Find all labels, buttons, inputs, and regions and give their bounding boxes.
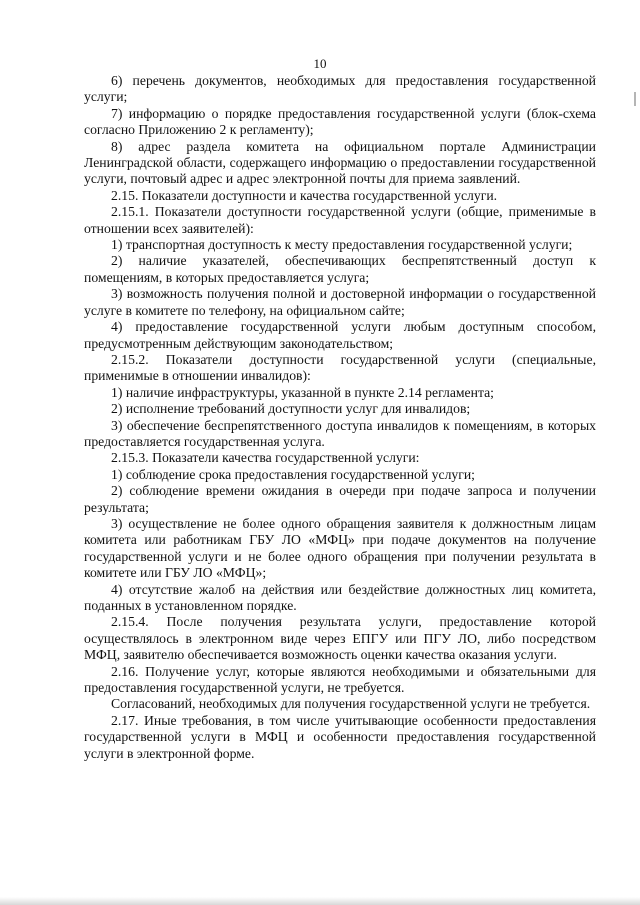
paragraph-list-item: 1) транспортная доступность к месту предоставления государственной услуги; [111,237,573,253]
paragraph-list-item: 2) наличие указателей, обеспечивающих беспрепятственный доступ к помещениям, в которых предоставляется услуга; [84,253,596,285]
scan-edge [0,897,640,905]
paragraph-list-item: 1) соблюдение срока предоставления государственной услуги; [111,466,475,482]
subsection-heading: 2.15.2. Показатели доступности государственной услуги (специальные, применимые в отношении инвалидов): [84,351,596,384]
subsection-heading: 2.15.3. Показатели качества государственной услуги: [111,450,420,466]
subsection-paragraph: 2.15.4. После получения результата услуги, предоставление которой осуществлялось в электронном виде через ЕПГУ или ПГУ ЛО, либо посредством МФЦ, заявителю обеспечивается возможность оценки качества оказания услуги. [84,614,596,663]
body-paragraph: Согласований, необходимых для получения государственной услуги не требуется. [111,696,591,712]
paragraph-list-item: 2) соблюдение времени ожидания в очереди при подаче запроса и получении результата; [84,483,596,515]
paragraph-list-item: 3) возможность получения полной и достоверной информации о государственной услуге в комитете по телефону, на официальном сайте; [84,286,596,318]
paragraph-list-item: 6) перечень документов, необходимых для предоставления государственной услуги; [84,73,596,105]
document-body [84,73,596,762]
section-paragraph: 2.16. Получение услуг, которые являются необходимыми и обязательными для предоставления государственной услуги, не требуется. [84,663,596,696]
paragraph-list-item: 2) исполнение требований доступности услуг для инвалидов; [111,401,471,417]
paragraph-list-item: 4) отсутствие жалоб на действия или бездействие должностных лиц комитета, поданных в установленном порядке. [84,581,596,613]
paragraph-list-item: 3) осуществление не более одного обращения заявителя к должностным лицам комитета или работникам ГБУ ЛО «МФЦ» при подаче документов на получение государственной услуги и не более одного обращения при получении результата в комитете или ГБУ ЛО «МФЦ»; [84,515,596,581]
page-number: 10 [313,56,327,71]
subsection-heading: 2.15.1. Показатели доступности государственной услуги (общие, применимые в отношении всех заявителей): [84,204,596,236]
scan-artifact [634,92,636,106]
section-heading: 2.15. Показатели доступности и качества государственной услуги. [111,187,498,203]
paragraph-list-item: 7) информацию о порядке предоставления государственной услуги (блок-схема согласно Приложению 2 к регламенту); [84,105,596,138]
paragraph-list-item: 3) обеспечение беспрепятственного доступа инвалидов к помещениям, в которых предоставляется государственная услуга. [84,417,596,449]
paragraph-list-item: 4) предоставление государственной услуги любым доступным способом, предусмотренным действующим законодательством; [84,319,596,351]
paragraph-list-item: 8) адрес раздела комитета на официальном портале Администрации Ленинградской области, содержащего информацию о предоставлении государственной услуги, почтовый адрес и адрес электронной почты для приема заявлений. [84,138,596,187]
section-paragraph: 2.17. Иные требования, в том числе учитывающие особенности предоставления государственной услуги в МФЦ и особенности предоставления государственной услуги в электронной форме. [84,712,596,761]
paragraph-list-item: 1) наличие инфраструктуры, указанной в пункте 2.14 регламента; [111,384,494,400]
